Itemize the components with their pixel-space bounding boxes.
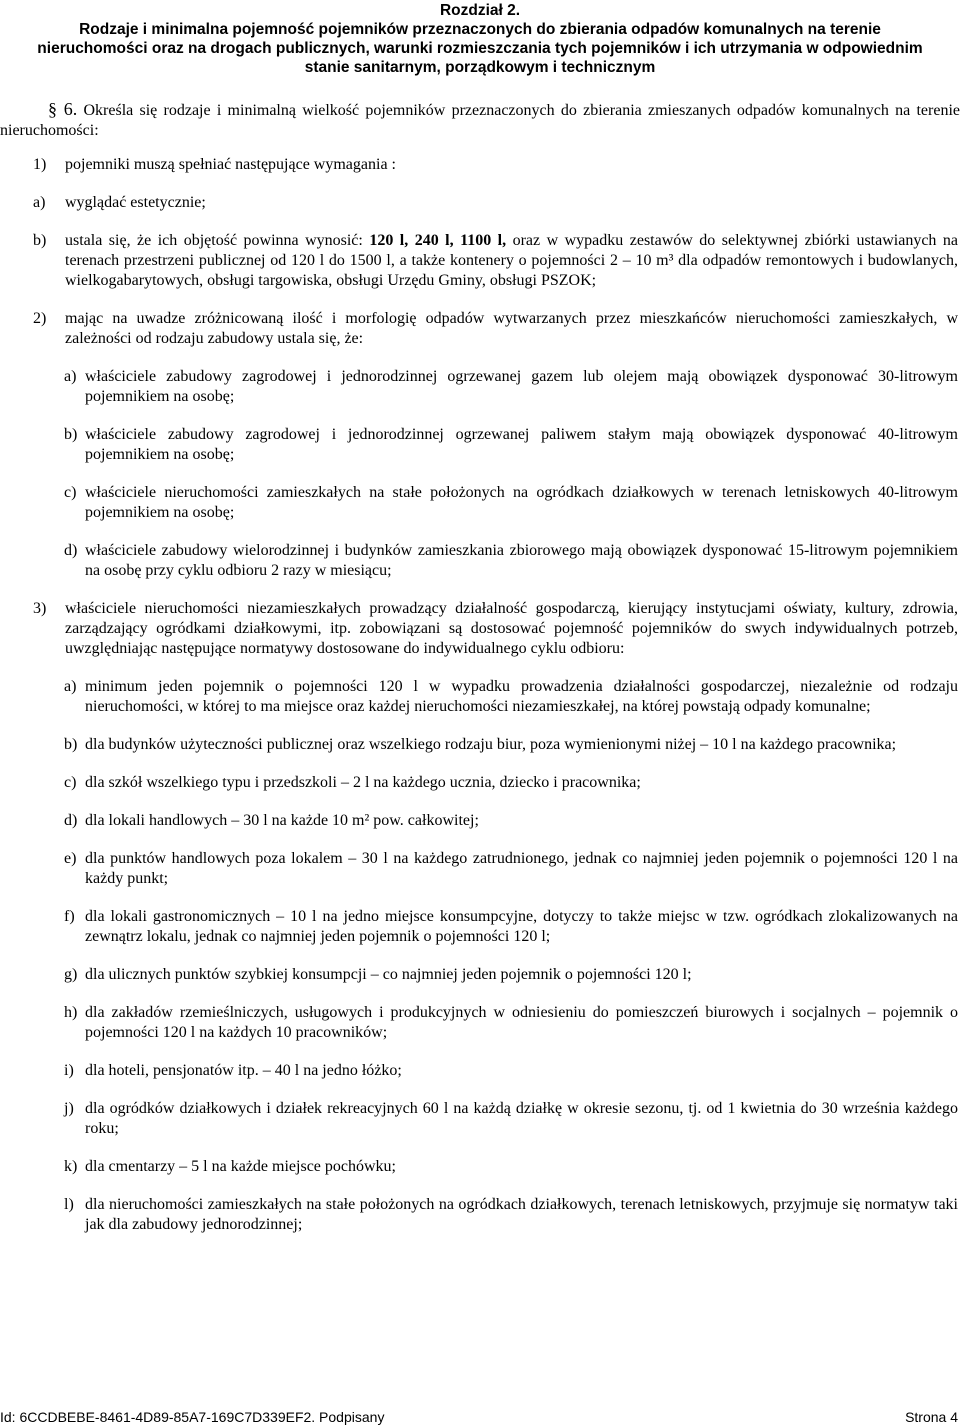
list-item [0,907,960,947]
list-item [0,1195,960,1235]
list-item-label: l) [64,1196,74,1213]
list-item-text: pojemniki muszą spełniać następujące wymagania : [65,156,396,173]
list-item-text: mając na uwadze zróżnicowaną ilość i morfologię odpadów wytwarzanych przez mieszkańców nieruchomości zamieszkałych, w zależności od rodzaju zabudowy ustala się, że: [65,310,958,347]
list-item [0,483,960,523]
list-item-label: d) [64,542,78,559]
list-item-text: dla nieruchomości zamieszkałych na stałe położonych na ogródkach działkowych, terenach letniskowych, przyjmuje się normatyw taki jak dla zabudowy jednorodzinnej; [85,1196,958,1233]
list-item-text: dla ulicznych punktów szybkiej konsumpcji – co najmniej jeden pojemnik o pojemności 120 l; [85,966,692,983]
list-item-text: dla ogródków działkowych i działek rekreacyjnych 60 l na każdą działkę w okresie sezonu, tj. od 1 kwietnia do 30 września każdego roku; [85,1100,958,1137]
list-item [0,773,960,793]
list-item-label: a) [64,678,77,695]
list-item-text: właściciele zabudowy zagrodowej i jednorodzinnej ogrzewanej gazem lub olejem mają obowiązek dysponować 30-litrowym pojemnikiem na osobę; [85,368,958,405]
text-part: oraz w wypadku zestawów do selektywnej zbiórki ustawianych na terenach przestrzeni publicznej od 120 l do 1500 l, a także kontenery o pojemności 2 – 10 m³ dla odpadów remontowych i budowlanych, wielkogabarytowych, obsługi targowiska, obsługi Urzędu Gminy, obsługi PSZOK; [65,232,958,289]
list-item [0,1003,960,1043]
list-item-label: c) [64,484,77,501]
page-number: Strona 4 [905,1409,958,1425]
document-id: Id: 6CCDBEBE-8461-4D89-85A7-169C7D339EF2. Podpisany [0,1409,385,1425]
list-item-label: a) [64,368,77,385]
list-item-label: c) [64,774,77,791]
list-item-label: f) [64,908,75,925]
list-item-text: dla hoteli, pensjonatów itp. – 40 l na jedno łóżko; [85,1062,402,1079]
list-item-text [65,231,958,291]
list-item-label: b) [33,232,47,249]
list-item-label: a) [33,194,46,211]
list-item-text: dla cmentarzy – 5 l na każde miejsce pochówku; [85,1158,396,1175]
list-item [0,849,960,889]
volume-values: 120 l, 240 l, 1100 l, [369,232,507,249]
list-item [0,541,960,581]
list-item-text: dla zakładów rzemieślniczych, usługowych i produkcyjnych w odniesieniu do pomieszczeń biurowych i socjalnych – pojemnik o pojemności 120 l na każdych 10 pracowników; [85,1004,958,1041]
list-item-text: dla budynków użyteczności publicznej oraz wszelkiego rodzaju biur, poza wymienionymi niżej – 10 l na każdego pracownika; [85,736,897,753]
list-item [0,735,960,755]
list-item [0,1157,960,1177]
list-item [0,193,960,213]
list-item [0,309,960,349]
list-item [0,425,960,465]
list-item-text: wyglądać estetycznie; [65,194,206,211]
section-mark: § 6. [48,99,78,119]
list-item-text: właściciele zabudowy zagrodowej i jednorodzinnej ogrzewanej paliwem stałym mają obowiązek dysponować 40-litrowym pojemnikiem na osobę; [85,426,958,463]
list-item-text: właściciele zabudowy wielorodzinnej i budynków zamieszkania zbiorowego mają obowiązek dysponować 15-litrowym pojemnikiem na osobę przy cyklu odbioru 2 razy w miesiącu; [85,542,958,579]
list-item-label: d) [64,812,78,829]
chapter-title: Rozdział 2. [439,2,521,19]
list-item-text: minimum jeden pojemnik o pojemności 120 l w wypadku prowadzenia działalności gospodarczej, niezależnie od rodzaju nieruchomości, w której to ma miejsce oraz każdej nieruchomości niezamieszkałej, na której powstają odpady komunalne; [85,678,958,715]
list-item [0,599,960,659]
text-part: ustala się, że ich objętość powinna wynosić: [65,232,370,249]
list-item [0,231,960,291]
list-item-label: e) [64,850,77,867]
list-item-text: dla lokali gastronomicznych – 10 l na jedno miejsce konsumpcyjne, dotyczy to także miejsc w tzw. ogródkach zlokalizowanych na zewnątrz lokalu, jednak co najmniej jeden pojemnik o pojemności 120 l; [85,908,958,945]
list-item-text: dla lokali handlowych – 30 l na każde 10 m² pow. całkowitej; [85,812,479,829]
list-item-label: 2) [33,310,47,327]
list-item [0,1061,960,1081]
list-item-text: właściciele nieruchomości niezamieszkałych prowadzący działalność gospodarczą, kierujący instytucjami oświaty, kultury, zdrowia, zarządzający ogródkami działkowymi, itp. zobowiązani są dostosować pojemność pojemników do swych indywidualnych potrzeb, uwzględniając następujące normatywy dostosowane do indywidualnego cyklu odbioru: [65,600,958,657]
list-item-label: k) [64,1158,78,1175]
section-text: Określa się rodzaje i minimalną wielkość pojemników przeznaczonych do zbierania zmieszanych odpadów komunalnych na terenie nieruchomości: [0,102,960,139]
list-item-label: i) [64,1062,74,1079]
list-item-label: g) [64,966,78,983]
list-item [0,155,960,175]
chapter-heading: Rodzaje i minimalna pojemność pojemników przeznaczonych do zbierania odpadów komunalnych na terenie nieruchomości oraz na drogach publicznych, warunki rozmieszczania tych pojemników i ich utrzymania w odpowiednim stanie sanitarnym, porządkowym i technicznym [37,21,923,76]
list-item-label: 3) [33,600,47,617]
list-item [0,811,960,831]
list-item [0,367,960,407]
page-footer [0,1409,960,1425]
list-item-text: dla szkół wszelkiego typu i przedszkoli – 2 l na każdego ucznia, dziecko i pracownika; [85,774,641,791]
list-item-label: 1) [33,156,47,173]
list-item-text: właściciele nieruchomości zamieszkałych na stałe położonych na ogródkach działkowych w terenach letniskowych 40-litrowym pojemnikiem na osobę; [85,484,958,521]
section-paragraph [0,99,960,141]
list-item-text: dla punktów handlowych poza lokalem – 30 l na każdego zatrudnionego, jednak co najmniej jeden pojemnik o pojemności 120 l na każdy punkt; [85,850,958,887]
list-item [0,965,960,985]
list-item-label: j) [64,1100,74,1117]
list-item [0,1099,960,1139]
list-item-label: b) [64,426,78,443]
list-item-label: h) [64,1004,78,1021]
list-item-label: b) [64,736,78,753]
list-item [0,677,960,717]
